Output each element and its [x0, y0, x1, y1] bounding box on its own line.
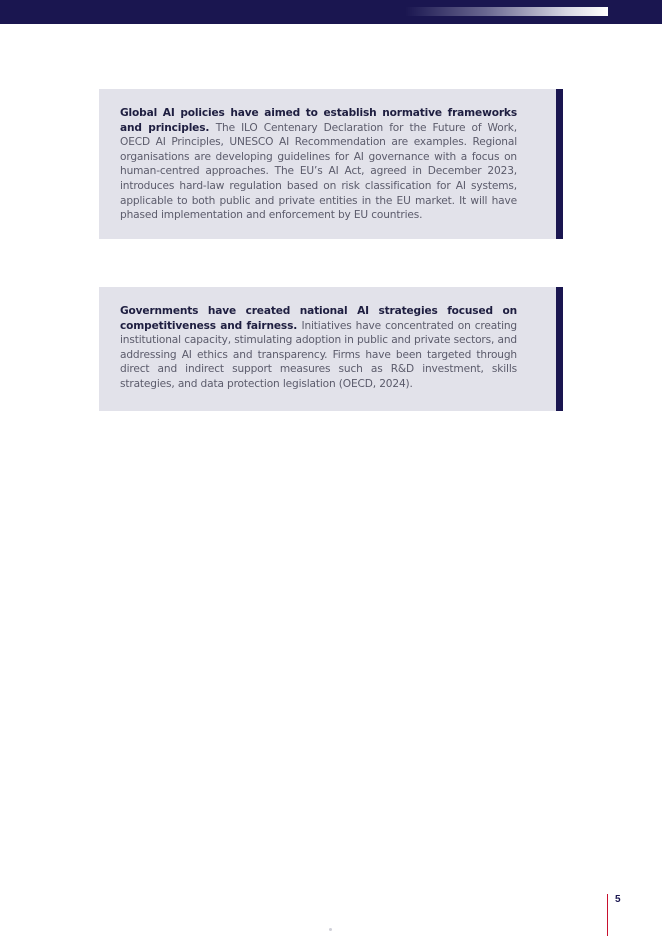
callout-text: The ILO Centenary Declaration for the Future of Work, OECD AI Principles, UNESCO AI Recommendation are examples. Regional organisations are developing guidelines for AI governance with a focus on human-centred approaches. The EU’s AI Act, agreed in December 2023, introduces hard-law regulation based on risk classification for AI systems, applicable to both public and private entities in the EU market. It will have phased implementation and enforcement by EU countries.: [120, 121, 517, 222]
callout-text: Initiatives have concentrated on creating institutional capacity, stimulating adoption in public and private sectors, and addressing AI ethics and transparency. Firms have been targeted through direct and indirect support measures such as R&D investment, skills strategies, and data protection legislation (OECD, 2024).: [120, 319, 518, 390]
footer-rule: [607, 894, 608, 936]
callout-body: [120, 106, 517, 223]
callout-accent-bar: [556, 89, 563, 239]
callout-lead: Global AI policies have aimed to establish normative frameworks and principles.: [120, 107, 517, 134]
callout-body: [120, 304, 517, 392]
callout-global-ai-policies: [99, 89, 563, 239]
page-number: 5: [615, 894, 621, 905]
top-banner: [0, 0, 662, 24]
banner-gradient-stripe: [405, 7, 608, 16]
callout-national-ai-strategies: [99, 287, 563, 411]
callout-lead: Governments have created national AI strategies focused on competitiveness and fairness.: [120, 305, 517, 332]
callout-accent-bar: [556, 287, 563, 411]
footer-dot: [329, 928, 332, 931]
